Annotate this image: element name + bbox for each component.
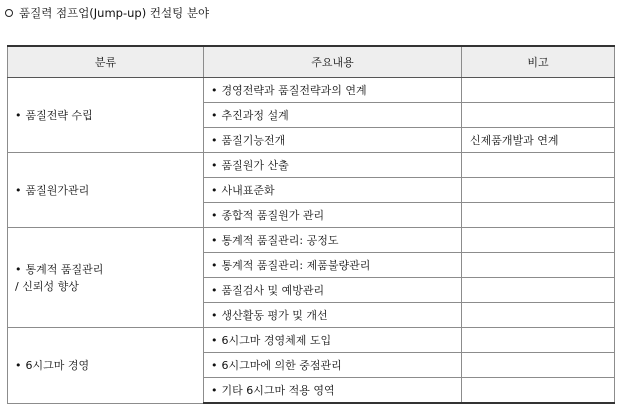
note-cell: [462, 303, 615, 328]
bullet-icon: •: [211, 359, 218, 372]
content-label: 품질검사 및 예방관리: [221, 284, 325, 297]
bullet-icon: •: [211, 209, 218, 222]
bullet-icon: •: [211, 334, 218, 347]
note-cell: [462, 178, 615, 203]
category-label: 품질원가관리: [25, 183, 90, 197]
header-content: 주요내용: [204, 46, 462, 78]
note-cell: [462, 103, 615, 128]
content-cell: [204, 378, 462, 404]
content-cell: [204, 328, 462, 353]
consulting-table: [7, 45, 615, 404]
bullet-icon: •: [211, 284, 218, 297]
content-cell: [204, 178, 462, 203]
table-row: [8, 153, 615, 178]
note-cell: [462, 278, 615, 303]
note-cell: [462, 253, 615, 278]
circle-bullet-icon: [5, 9, 13, 17]
content-label: 통계적 품질관리: 공정도: [221, 234, 339, 247]
bullet-icon: •: [15, 262, 22, 276]
bullet-icon: •: [15, 358, 22, 372]
content-label: 생산활동 평가 및 개선: [221, 309, 328, 322]
note-cell: [462, 78, 615, 103]
bullet-icon: •: [211, 109, 218, 122]
content-label: 추진과정 설계: [221, 109, 289, 122]
category-label: 6시그마 경영: [25, 358, 90, 372]
category-label-line2: / 신뢰성 향상: [15, 279, 79, 293]
content-cell: [204, 353, 462, 378]
note-cell: [462, 378, 615, 404]
content-label: 종합적 품질원가 관리: [221, 209, 325, 222]
content-cell: [204, 228, 462, 253]
content-cell: [204, 103, 462, 128]
content-cell: [204, 278, 462, 303]
note-cell: 신제품개발과 연계: [462, 128, 615, 153]
bullet-icon: •: [211, 234, 218, 247]
category-cell: [8, 78, 204, 153]
section-heading: [5, 5, 209, 21]
bullet-icon: •: [211, 384, 218, 397]
category-cell: [8, 328, 204, 404]
note-cell: [462, 228, 615, 253]
table-row: [8, 78, 615, 103]
note-cell: [462, 203, 615, 228]
content-label: 6시그마 경영체제 도입: [221, 334, 332, 347]
content-label: 품질기능전개: [221, 134, 286, 147]
content-label: 사내표준화: [221, 184, 275, 197]
bullet-icon: •: [211, 184, 218, 197]
content-label: 경영전략과 품질전략과의 연계: [221, 84, 367, 97]
bullet-icon: •: [211, 159, 218, 172]
bullet-icon: •: [211, 309, 218, 322]
bullet-icon: •: [15, 108, 22, 122]
category-cell: [8, 153, 204, 228]
bullet-icon: •: [211, 84, 218, 97]
bullet-icon: •: [211, 259, 218, 272]
category-label: 품질전략 수립: [25, 108, 93, 122]
table-row: [8, 328, 615, 353]
content-cell: [204, 153, 462, 178]
content-cell: [204, 253, 462, 278]
bullet-icon: •: [211, 134, 218, 147]
table-header-row: [8, 46, 615, 78]
category-cell: [8, 228, 204, 328]
bullet-icon: •: [15, 183, 22, 197]
content-label: 통계적 품질관리: 제품불량관리: [221, 259, 371, 272]
note-cell: [462, 153, 615, 178]
category-label: 통계적 품질관리: [25, 262, 104, 276]
content-cell: [204, 303, 462, 328]
content-label: 6시그마에 의한 중점관리: [221, 359, 342, 372]
note-cell: [462, 353, 615, 378]
content-cell: [204, 128, 462, 153]
content-label: 기타 6시그마 적용 영역: [221, 384, 335, 397]
content-cell: [204, 78, 462, 103]
section-title: 품질력 점프업(Jump-up) 컨설팅 분야: [19, 6, 210, 20]
header-category: 분류: [8, 46, 204, 78]
note-cell: [462, 328, 615, 353]
header-note: 비고: [462, 46, 615, 78]
content-label: 품질원가 산출: [221, 159, 289, 172]
content-cell: [204, 203, 462, 228]
table-row: [8, 228, 615, 253]
